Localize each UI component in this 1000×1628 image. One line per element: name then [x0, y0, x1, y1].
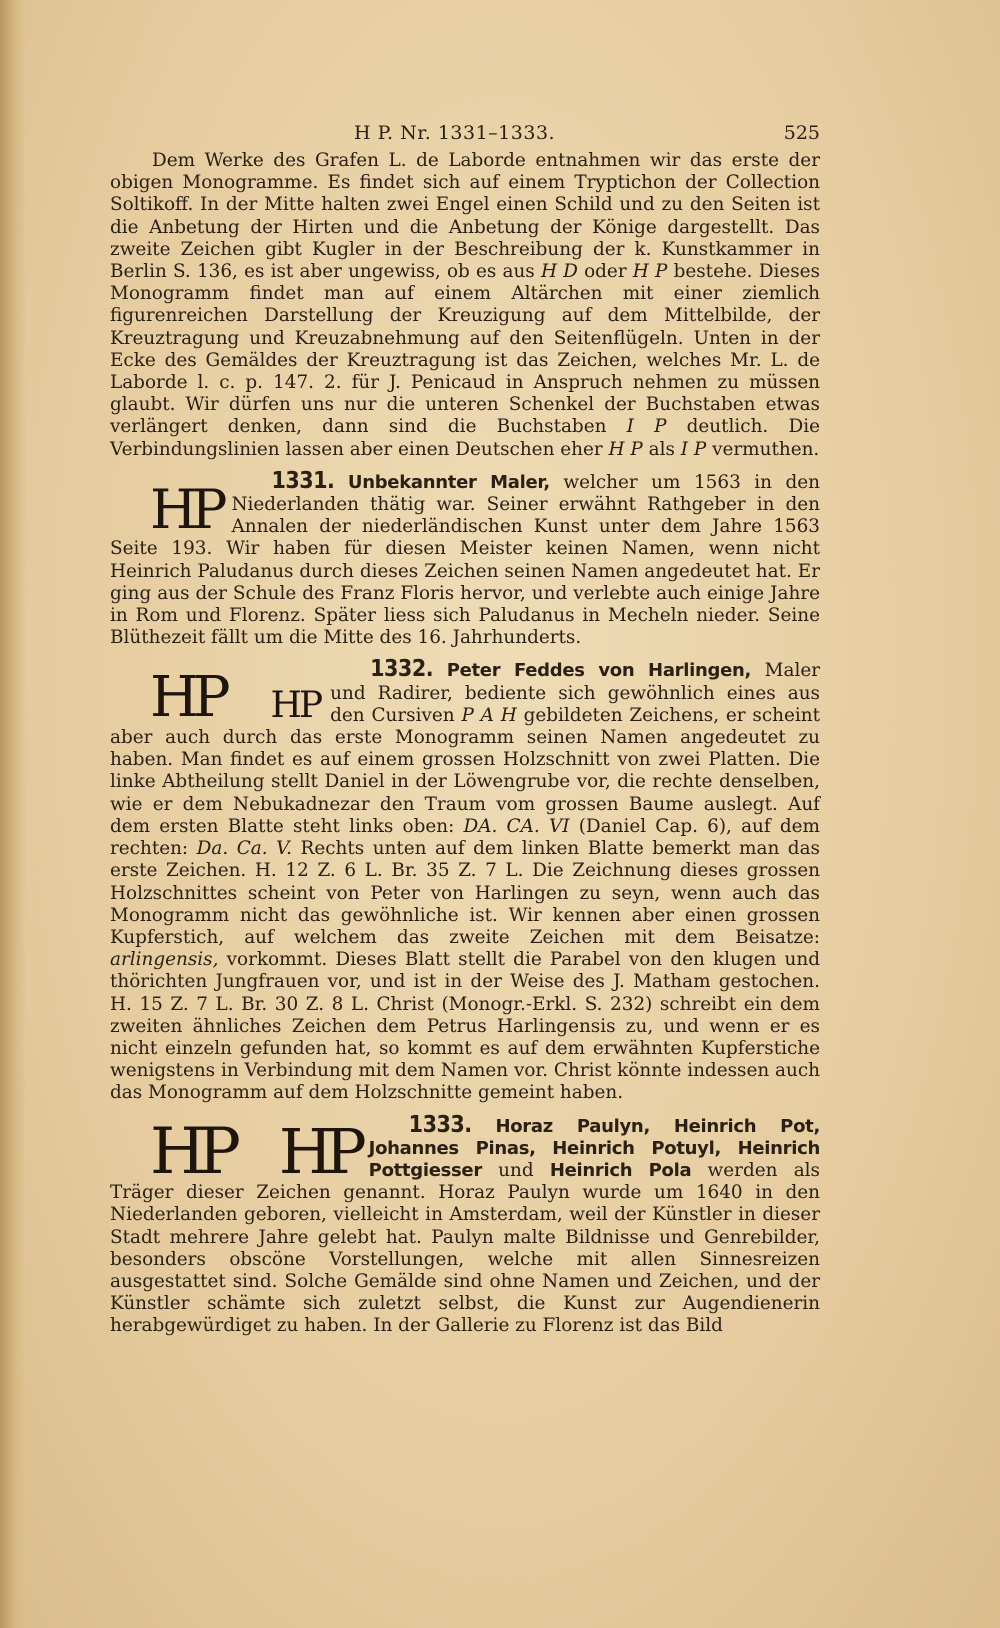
monogram-glyph-icon: HP	[150, 1114, 233, 1189]
entry-number: 1332.	[370, 656, 434, 683]
monogram-glyph-icon: HP	[278, 1114, 359, 1188]
entry-1332	[110, 658, 820, 1104]
entry-paragraph: 1333. Horaz Paulyn, HP HP Heinrich Pot, Johannes Pinas, Heinrich Potuyl, Heinrich Pottgiesser und Heinrich Pola werden als Träger dieser Zeichen genannt. Horaz Paulyn wurde um 1640 in den Niederlanden geboren, vielleicht in Amsterdam, weil der Künstler in dieser Stadt mehrere Jahre gelebt hat. Paulyn malte Bildnisse und Genrebilder, besonders obscöne Vorstellungen, welche mit allen Sinnesreizen ausgestattet sind. Solche Gemälde sind ohne Namen und Zeichen, und der Künstler schämte sich zuletzt selbst, die Kunst zur Augendienerin herabgewürdiget zu haben. In der Gallerie zu Florenz ist das Bild	[110, 1111, 820, 1337]
artist-name: Johannes Pinas,	[368, 1137, 536, 1159]
entry-text: werden als Träger dieser Zeichen genannt. Horaz Paulyn wurde um 1640 in den Niederlanden geboren, vielleicht in Amsterdam, weil der Künstler in dieser Stadt mehrere Jahre gelebt hat. Paulyn malte Bildnisse und Genrebilder, besonders obscöne Vorstellungen, welche mit allen Sinnesreizen ausgestattet sind. Solche Gemälde sind ohne Namen und Zeichen, und der Künstler schämte sich zuletzt selbst, die Kunst zur Augendienerin herabgewürdiget zu haben. In der Gallerie zu Florenz ist das Bild	[110, 1159, 820, 1337]
artist-name: Heinrich Pot,	[673, 1115, 820, 1137]
entry-number: 1331.	[271, 467, 335, 494]
book-page	[110, 122, 820, 1338]
artist-name: Heinrich Potuyl,	[552, 1137, 721, 1159]
monogram-glyph-icon: HP	[270, 685, 321, 727]
entry-1331	[110, 467, 820, 650]
monogram-icon	[110, 474, 222, 541]
entry-paragraph	[110, 467, 820, 650]
monogram-glyph-icon: HP	[150, 477, 222, 541]
running-header	[110, 122, 820, 150]
artist-name: Peter Feddes von Harlingen,	[446, 660, 752, 682]
entry-1333	[110, 1111, 820, 1338]
header-title: H P. Nr. 1331–1333.	[354, 122, 556, 144]
monogram-glyph-icon: HP	[150, 665, 225, 731]
entry-paragraph: 1332. Peter Feddes von Harlingen, HP HP Maler und Radirer, bediente sich gewöhnlich eines aus den Cursiven P A H gebildeten Zeichens, er scheint aber auch durch das erste Monogramm seinen Namen angedeutet zu haben. Man findet es auf einem grossen Holzschnitt von zwei Platten. Die linke Abtheilung stellt Daniel in der Löwengrube vor, die rechte denselben, wie er dem Nebukadnezar den Traum vom grossen Baume auslegt. Auf dem ersten Blatte steht links oben: DA. CA. VI (Daniel Cap. 6), auf dem rechten: Da. Ca. V. Rechts unten auf dem linken Blatte bemerkt man das erste Zeichen. H. 12 Z. 6 L. Br. 35 Z. 7 L. Die Zeichnung dieses grossen Holzschnittes scheint von Peter von Harlingen zu seyn, wenn auch das Monogramm nicht das gewöhnliche ist. Wir kennen aber einen grossen Kupferstich, auf welchem das zweite Zeichen mit dem Beisatze: arlingensis, vorkommt. Dieses Blatt stellt die Parabel von den klugen und thörichten Jungfrauen vor, und ist in der Weise des J. Matham gestochen. H. 15 Z. 7 L. Br. 30 Z. 8 L. Christ (Monogr.-Erkl. S. 232) schreibt ein dem zweiten ähnliches Zeichen dem Petrus Harlingensis zu, und wenn er es nicht einzeln gefunden hat, so kommt es auf dem erwähnten Kupferstiche wenigstens in Verbindung mit dem Namen vor. Christ könnte indessen auch das Monogramm auf dem Holzschnitte gemeint haben.	[110, 656, 820, 1104]
artist-name: Heinrich Pola	[549, 1159, 692, 1181]
artist-name: Heinrich Pottgiesser	[368, 1137, 820, 1181]
artist-name: Horaz Paulyn,	[495, 1115, 650, 1137]
monogram-icon	[110, 662, 321, 731]
intro-paragraph: Dem Werke des Grafen L. de Laborde entnahmen wir das erste der obigen Monogramme. Es findet sich auf einem Tryptichon der Collection Soltikoff. In der Mitte halten zwei Engel einen Schild und zu den Seiten ist die Anbetung der Hirten und die Anbetung der Könige dargestellt. Das zweite Zeichen gibt Kugler in der Beschreibung der k. Kunstkammer in Berlin S. 136, es ist aber ungewiss, ob es aus H D oder H P bestehe. Dieses Monogramm findet man auf einem Altärchen mit einer ziemlich figurenreichen Darstellung der Kreuzigung auf dem Mittelbilde, der Kreuztragung und Kreuzabnehmung auf den Seitenflügeln. Unten in der Ecke des Gemäldes der Kreuztragung ist das Zeichen, welches Mr. L. de Laborde l. c. p. 147. 2. für J. Penicaud in Anspruch nehmen zu müssen glaubt. Wir dürfen uns nur die unteren Schenkel der Buchstaben etwas verlängert denken, dann sind die Buchstaben I P deutlich. Die Verbindungslinien lassen aber einen Deutschen eher H P als I P vermuthen.	[110, 150, 820, 460]
monogram-icon	[110, 1114, 359, 1189]
page-edge-shadow	[0, 0, 26, 1628]
artist-name: Unbekannter Maler,	[347, 471, 550, 493]
entry-number: 1333.	[408, 1111, 472, 1138]
page-number: 525	[783, 122, 820, 144]
entry-text: welcher um 1563 in den Niederlanden thätig war. Seiner erwähnt Rathgeber in den Annalen der niederländischen Kunst unter dem Jahre 1563 Seite 193. Wir haben für diesen Meister keinen Namen, wenn nicht Heinrich Paludanus durch dieses Zeichen seinen Namen angedeutet hat. Er ging aus der Schule des Franz Floris hervor, und verlebte auch einige Jahre in Rom und Florenz. Später liess sich Paludanus in Mecheln nieder. Seine Blüthezeit fällt um die Mitte des 16. Jahrhunderts.	[110, 471, 820, 649]
